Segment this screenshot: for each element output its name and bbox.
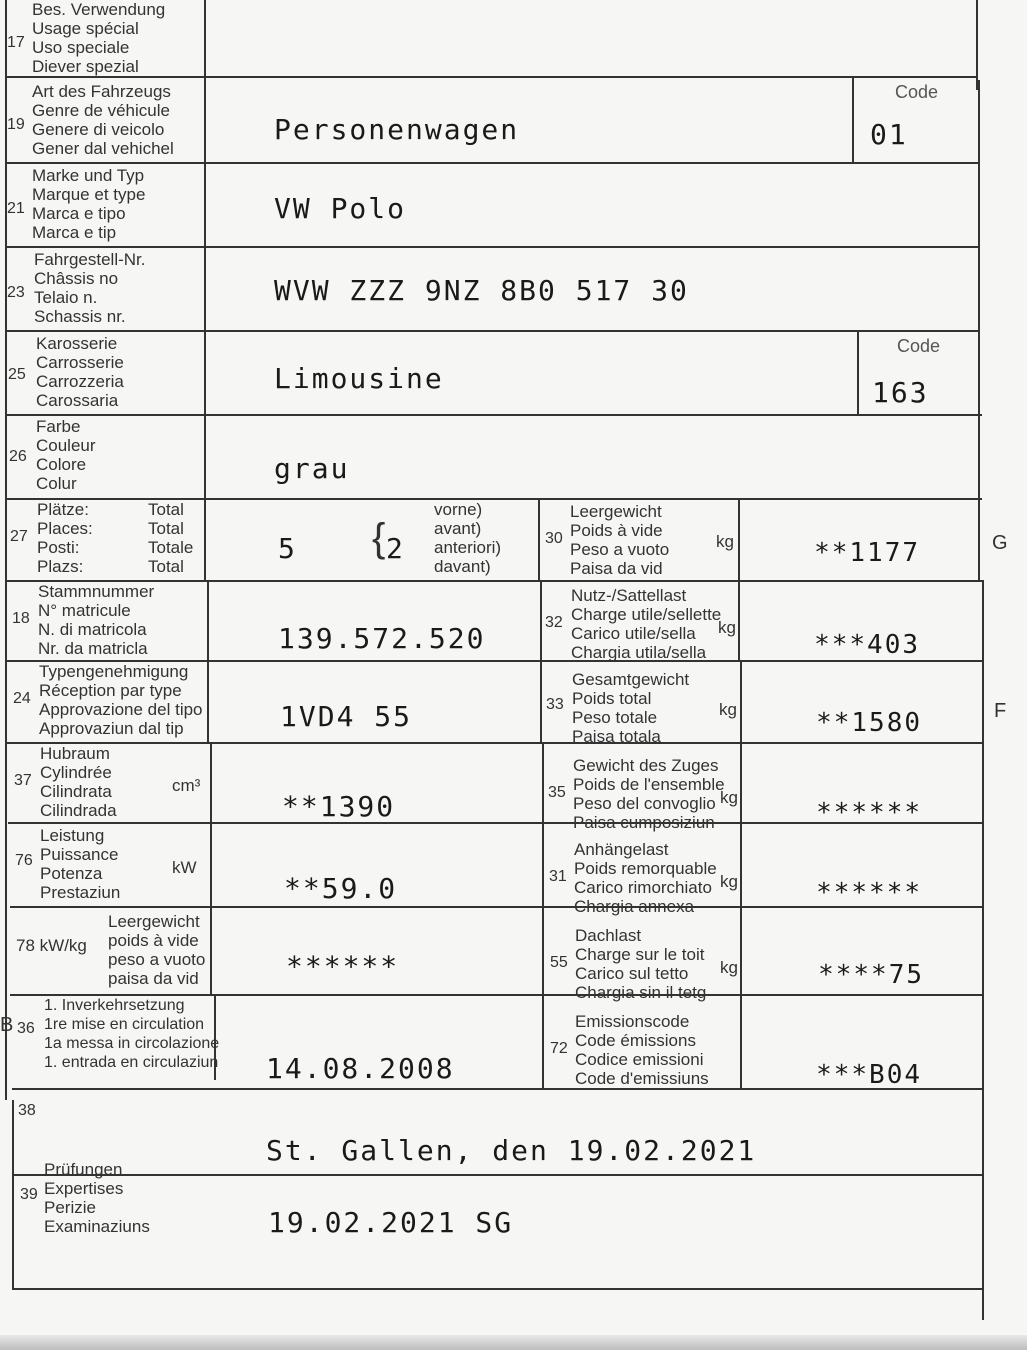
roof-load-value: ****75 <box>818 960 924 990</box>
field-label-inspections: Prüfungen Expertises Perizie Examinaziuns <box>44 1160 150 1236</box>
vehicle-kind-code: 01 <box>870 118 908 151</box>
field-label-body: Karosserie Carrosserie Carrozzeria Carossaria <box>36 334 124 410</box>
unit-kg: kg <box>719 700 737 719</box>
field-label-master-number: Stammnummer N° matricule N. di matricola Nr. da matricla <box>38 582 155 658</box>
mid-col-line <box>538 498 540 580</box>
mid-col-line <box>542 742 544 1088</box>
body-value: Limousine <box>274 362 444 395</box>
field-label-first-registration: 1. Inverkehrsetzung 1re mise en circulation 1a messa in circolazione 1. entrada en circulaziun <box>44 997 220 1071</box>
field-number: 36 <box>17 1020 35 1037</box>
frame-left-line <box>5 0 7 1100</box>
unit-kw: kW <box>172 858 197 877</box>
field-number: 24 <box>13 690 31 707</box>
unit-kg: kg <box>716 532 734 551</box>
front-bracket: { <box>372 516 386 560</box>
field-number: 35 <box>548 784 566 801</box>
field-label-power-weight: Leergewicht poids à vide peso a vuoto paisa da vid <box>108 912 206 988</box>
margin-mark: G <box>992 532 1008 554</box>
row-line <box>5 330 980 332</box>
unit-kg: kg <box>720 958 738 977</box>
vehicle-kind-value: Personenwagen <box>274 113 520 146</box>
train-weight-value: ****** <box>816 798 922 828</box>
field-label-empty-weight: Leergewicht Poids à vide Peso a vuoto Paisa da vid <box>570 502 670 578</box>
type-approval-value: 1VD4 55 <box>280 700 413 733</box>
field-label-chassis: Fahrgestell-Nr. Châssis no Telaio n. Schassis nr. <box>34 250 146 326</box>
right-col-line <box>740 660 742 1088</box>
field-label-seats: Plätze: Places: Posti: Plazs: <box>37 500 93 576</box>
margin-mark: F <box>994 700 1007 722</box>
field-number: 25 <box>8 366 26 383</box>
field-label-trailer-load: Anhängelast Poids remorquable Carico rimorchiato Chargia annexa <box>574 840 717 916</box>
field-label-power: Leistung Puissance Potenza Prestaziun <box>40 826 121 902</box>
power-weight-value: ****** <box>286 950 400 983</box>
field-number: 39 <box>20 1186 38 1203</box>
field-number: 72 <box>550 1040 568 1057</box>
body-code: 163 <box>872 376 929 409</box>
row-line <box>5 246 980 248</box>
frame-bottom-line <box>14 1288 982 1290</box>
code-col-line <box>852 76 854 162</box>
unit-kg: kg <box>720 788 738 807</box>
field-number: 23 <box>7 284 25 301</box>
empty-weight-value: **1177 <box>814 538 920 568</box>
row-line <box>7 742 982 744</box>
field-label-color: Farbe Couleur Colore Colur <box>36 417 96 493</box>
field-label-displacement: Hubraum Cylindrée Cilindrata Cilindrada <box>40 744 117 820</box>
field-label-usage: Bes. Verwendung Usage spécial Uso speciale Diever spezial <box>32 0 166 76</box>
field-label-payload: Nutz-/Sattellast Charge utile/sellette Carico utile/sella Chargia utila/sella <box>571 586 722 662</box>
label-col-line <box>204 0 206 580</box>
frame-left-lower-line <box>12 1100 14 1290</box>
label-col-line <box>207 580 209 742</box>
field-number: 27 <box>10 528 28 545</box>
code-header: Code <box>895 82 939 102</box>
field-label-seats-front: vorne) avant) anteriori) davant) <box>434 500 502 576</box>
first-registration-value: 14.08.2008 <box>266 1052 455 1085</box>
chassis-number-value: WVW ZZZ 9NZ 8B0 517 30 <box>274 274 689 307</box>
field-number: 17 <box>7 34 25 51</box>
make-type-value: VW Polo <box>274 192 407 225</box>
field-number: 30 <box>545 530 563 547</box>
unit-kg: kg <box>720 872 738 891</box>
trailer-load-value: ****** <box>816 878 922 908</box>
field-number: 76 <box>15 852 33 869</box>
master-number-value: 139.572.520 <box>278 622 486 655</box>
field-number: 78 kW/kg <box>16 936 87 955</box>
mid-col-line <box>540 580 542 742</box>
margin-mark: B <box>0 1014 14 1036</box>
field-label-seats-total: Total Total Totale Total <box>148 500 194 576</box>
field-number: 37 <box>14 772 32 789</box>
displacement-value: **1390 <box>282 790 396 823</box>
field-label-vehicle-kind: Art des Fahrzeugs Genre de véhicule Genere di veicolo Gener dal vehichel <box>32 82 174 158</box>
field-label-type-approval: Typengenehmigung Réception par type Approvazione del tipo Approvaziun dal tip <box>39 662 203 738</box>
unit-cm3: cm³ <box>172 776 201 795</box>
label-col-line <box>210 742 212 994</box>
field-number: 26 <box>9 448 27 465</box>
field-number: 31 <box>549 868 567 885</box>
field-label-train-weight: Gewicht des Zuges Poids de l'ensemble Peso del convoglio Paisa cumposiziun <box>573 756 725 832</box>
page-edge-shadow <box>0 1335 1027 1350</box>
inspection-value: 19.02.2021 SG <box>268 1206 514 1239</box>
color-value: grau <box>274 452 350 485</box>
field-label-make-type: Marke und Typ Marque et type Marca e tipo Marca e tip <box>32 166 146 242</box>
total-weight-value: **1580 <box>816 708 922 738</box>
row-line <box>5 414 982 416</box>
field-number: 21 <box>7 200 25 217</box>
field-label-roof-load: Dachlast Charge sur le toit Carico sul tetto Chargia sin il tetg <box>575 926 707 1002</box>
seats-front-value: 2 <box>386 532 405 565</box>
field-label-emission-code: Emissionscode Code émissions Codice emissioni Code d'emissiuns <box>575 1012 709 1088</box>
field-number: 32 <box>545 614 563 631</box>
field-number: 18 <box>12 610 30 627</box>
place-date-value: St. Gallen, den 19.02.2021 <box>266 1134 757 1167</box>
field-number: 19 <box>7 116 25 133</box>
field-number: 55 <box>550 954 568 971</box>
power-value: **59.0 <box>284 872 398 905</box>
row-line <box>5 76 978 78</box>
code-col-line <box>857 330 859 414</box>
seats-total-value: 5 <box>278 532 297 565</box>
field-number: 33 <box>546 696 564 713</box>
row-line <box>12 1174 982 1176</box>
unit-kg: kg <box>718 618 736 637</box>
code-header: Code <box>897 336 941 356</box>
field-label-total-weight: Gesamtgewicht Poids total Peso totale Paisa totala <box>572 670 690 746</box>
frame-right-line-3 <box>982 580 984 1320</box>
row-line <box>5 162 980 164</box>
payload-value: ***403 <box>814 630 920 660</box>
field-number: 38 <box>18 1102 36 1119</box>
emission-code-value: ***B04 <box>816 1060 922 1090</box>
right-col-line <box>738 498 740 662</box>
